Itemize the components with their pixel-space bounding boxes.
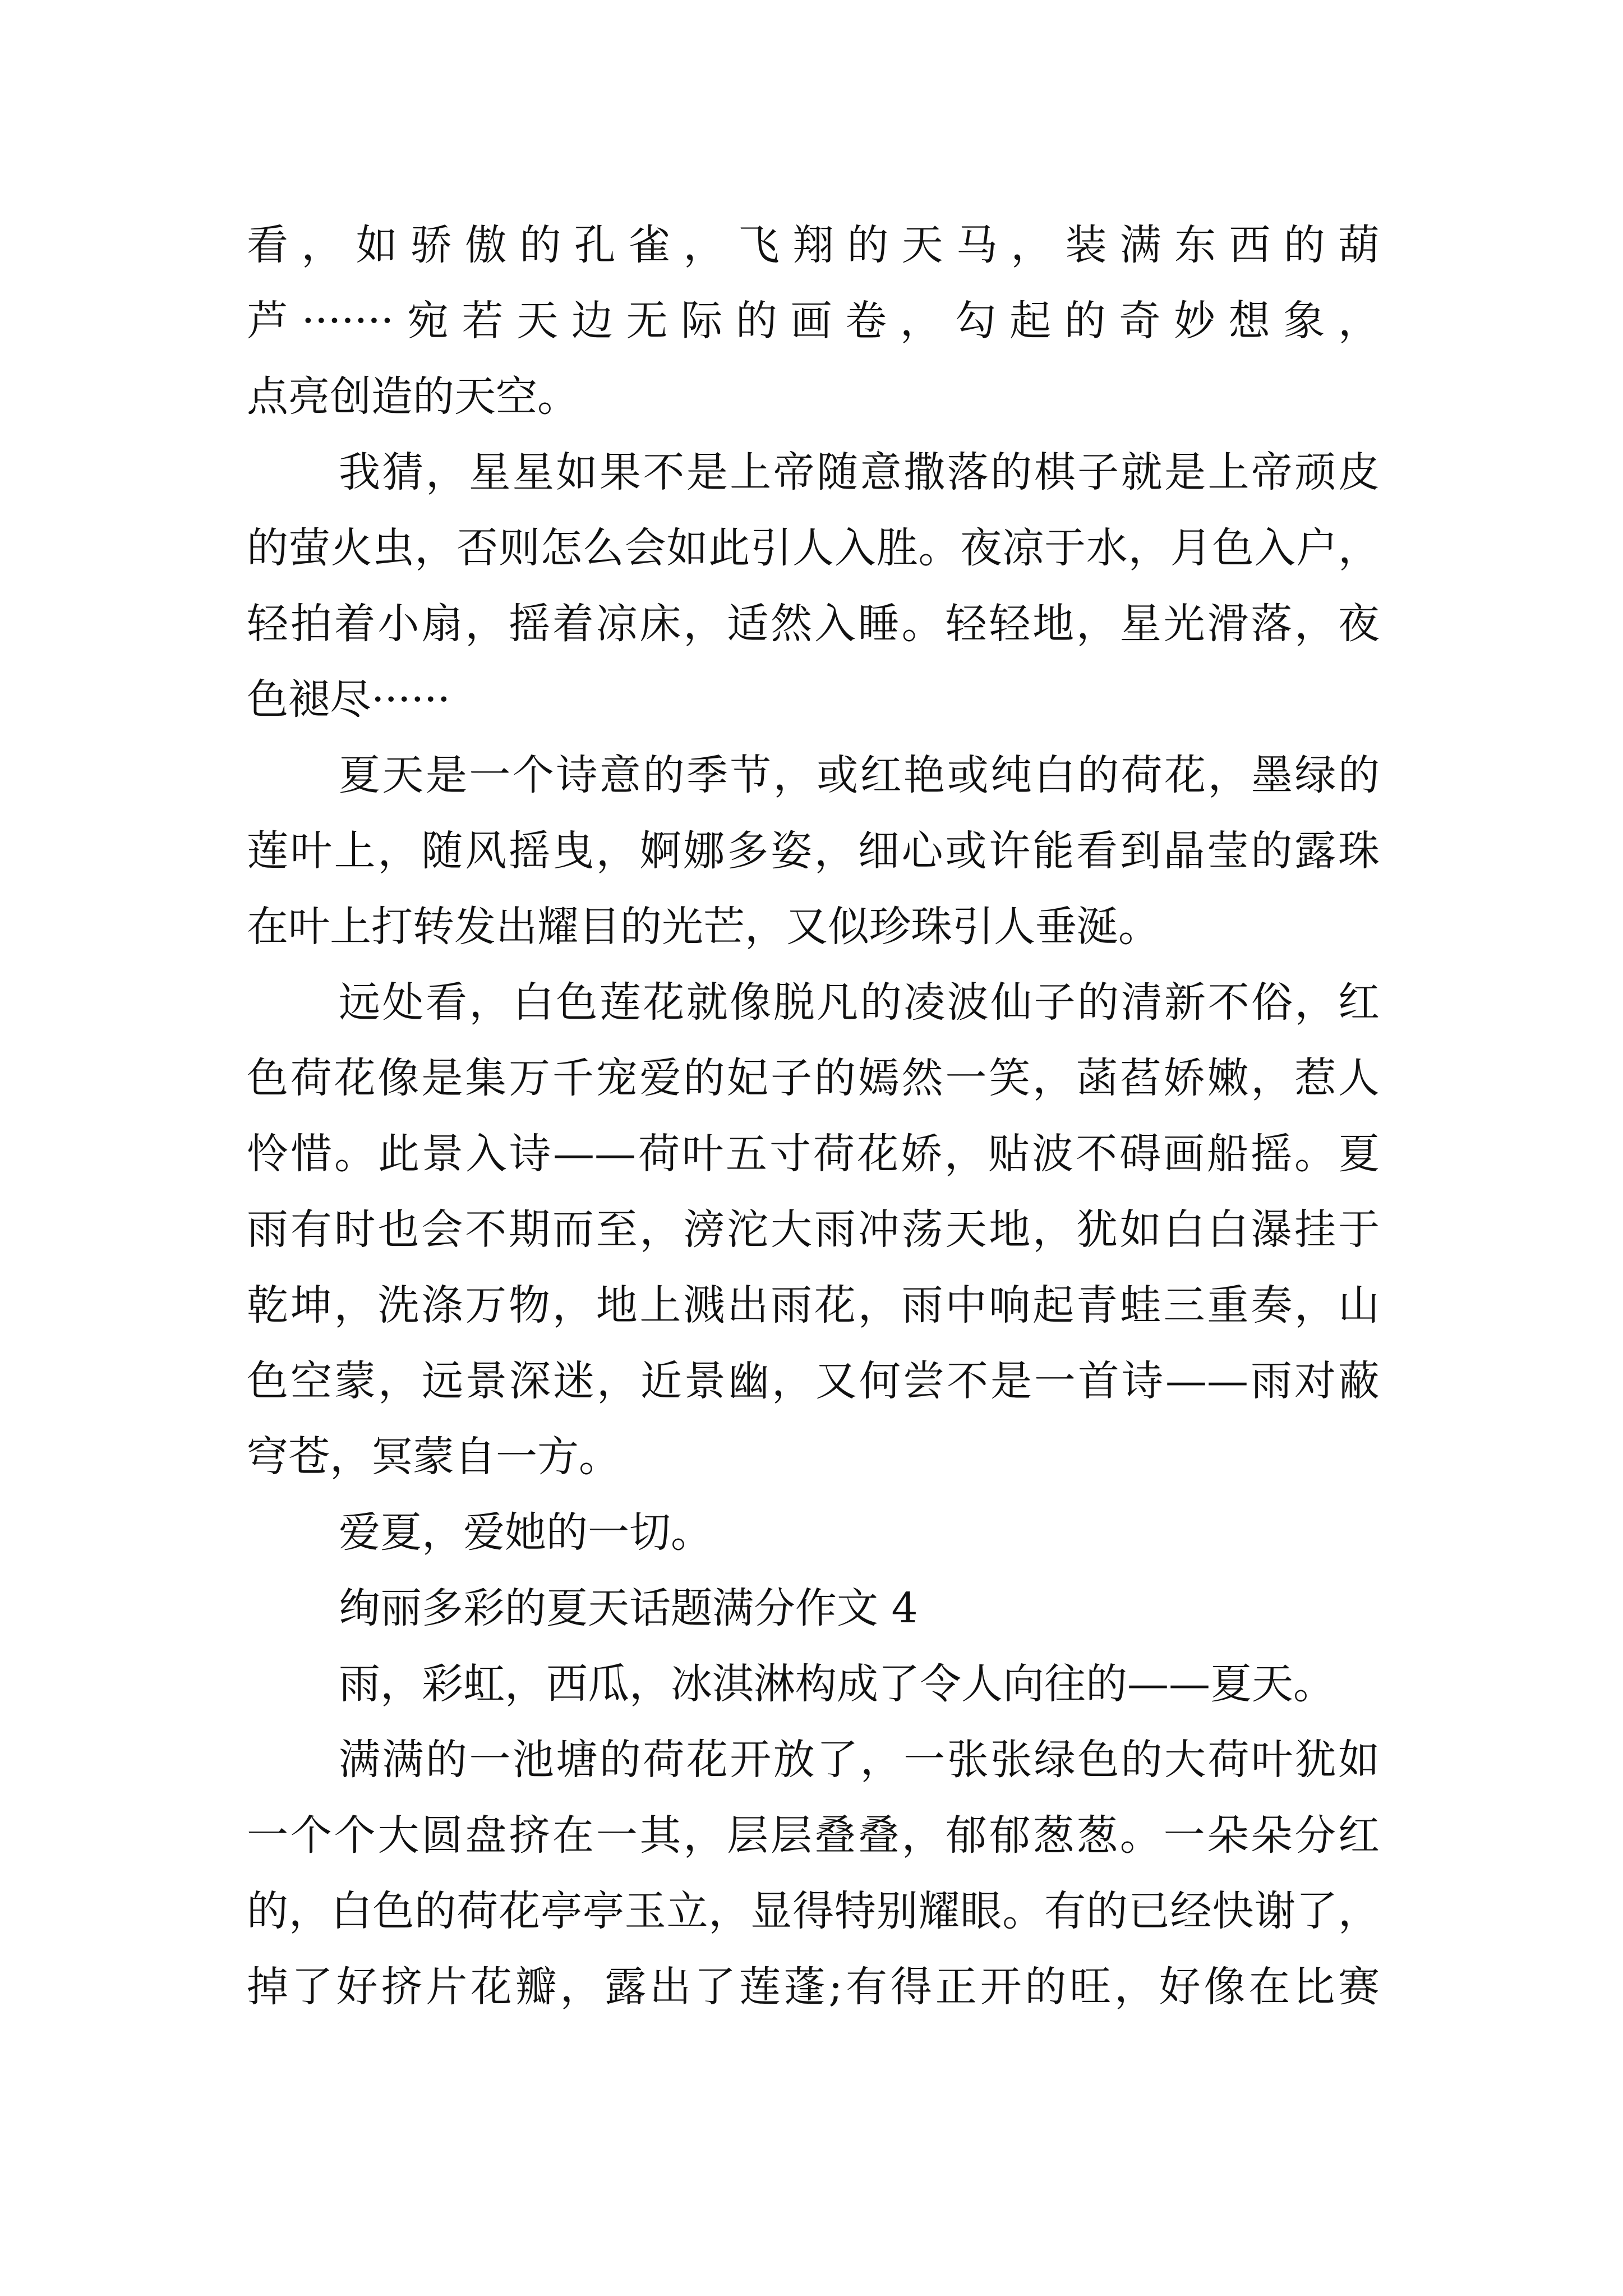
text-line: 一个个大圆盘挤在一其，层层叠叠，郁郁葱葱。一朵朵分红 [247, 1811, 1380, 1860]
text-line: 的萤火虫，否则怎么会如此引人入胜。夜凉于水，月色入户， [247, 524, 1380, 572]
text-line: 怜惜。此景入诗——荷叶五寸荷花娇，贴波不碍画船摇。夏 [247, 1130, 1380, 1178]
paragraph-start-line: 远处看，白色莲花就像脱凡的凌波仙子的清新不俗，红 [339, 978, 1380, 1027]
essay-heading: 绚丽多彩的夏天话题满分作文 4 [339, 1584, 918, 1632]
paragraph-start-line: 雨，彩虹，西瓜，冰淇淋构成了令人向往的——夏天。 [339, 1660, 1335, 1708]
text-line: 莲叶上，随风摇曳，婀娜多姿，细心或许能看到晶莹的露珠 [247, 827, 1380, 875]
text-line: 芦·······宛若天边无际的画卷，勾起的奇妙想象， [247, 297, 1380, 345]
text-line: 色荷花像是集万千宠爱的妃子的嫣然一笑，菡萏娇嫩，惹人 [247, 1054, 1380, 1102]
paragraph-start-line: 爱夏，爱她的一切。 [339, 1508, 712, 1557]
paragraph-start-line: 我猜，星星如果不是上帝随意撒落的棋子就是上帝顽皮 [339, 448, 1380, 496]
text-line: 乾坤，洗涤万物，地上溅出雨花，雨中响起青蛙三重奏，山 [247, 1281, 1380, 1329]
text-line: 掉了好挤片花瓣，露出了莲蓬;有得正开的旺，好像在比赛 [247, 1963, 1380, 2011]
text-line: 色空蒙，远景深迷，近景幽，又何尝不是一首诗——雨对蔽 [247, 1357, 1380, 1405]
text-line: 穹苍，冥蒙自一方。 [247, 1433, 620, 1481]
text-line: 雨有时也会不期而至，滂沱大雨冲荡天地，犹如白白瀑挂于 [247, 1205, 1380, 1254]
text-line: 的，白色的荷花亭亭玉立，显得特别耀眼。有的已经快谢了， [247, 1887, 1380, 1935]
text-line: 色褪尽······ [247, 675, 451, 724]
document-page [247, 208, 1380, 2025]
paragraph-start-line: 夏天是一个诗意的季节，或红艳或纯白的荷花，墨绿的 [339, 751, 1380, 799]
text-line: 看，如骄傲的孔雀，飞翔的天马，装满东西的葫 [247, 221, 1380, 269]
paragraph-start-line: 满满的一池塘的荷花开放了，一张张绿色的大荷叶犹如 [339, 1736, 1380, 1784]
text-line: 点亮创造的天空。 [247, 372, 579, 421]
text-line: 轻拍着小扇，摇着凉床，适然入睡。轻轻地，星光滑落，夜 [247, 600, 1380, 648]
text-line: 在叶上打转发出耀目的光芒，又似珍珠引人垂涎。 [247, 903, 1160, 951]
